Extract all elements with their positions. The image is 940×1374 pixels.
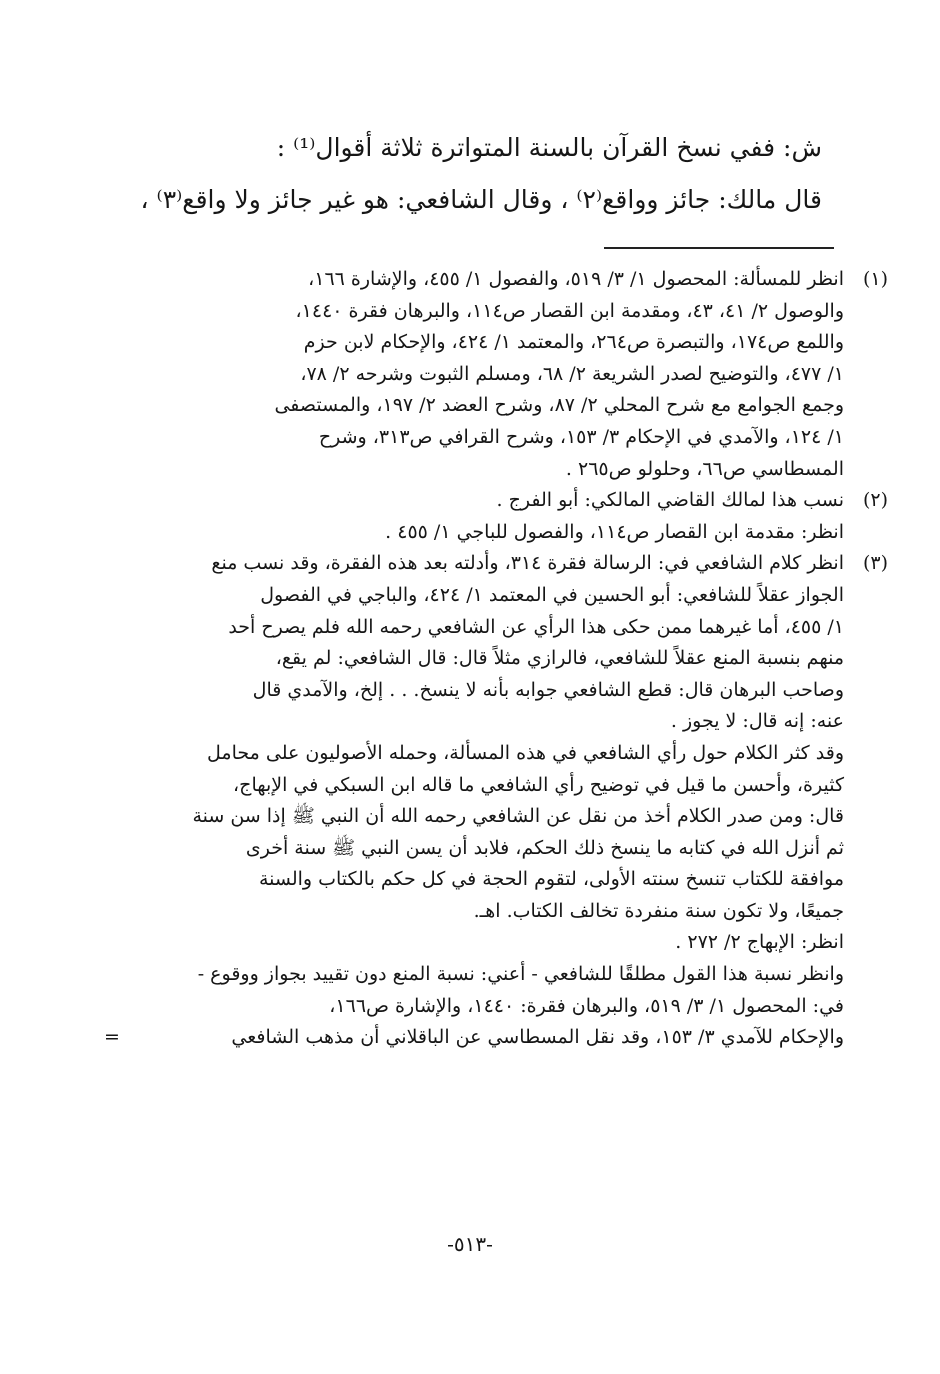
main-text-line: ش: ففي نسخ القرآن بالسنة المتواترة ثلاثة أقوال⁽¹⁾ : — [276, 133, 822, 162]
footnote-line: وصاحب البرهان قال: قطع الشافعي جوابه بأنه لا ينسخ. . . إلخ، والآمدي قال — [252, 678, 844, 701]
main-text-line: قال مالك: جائز وواقع⁽٢⁾ ، وقال الشافعي: هو غير جائز ولا واقع⁽٣⁾ ، — [140, 185, 822, 214]
footnote-number: (٣) — [862, 552, 888, 575]
footnote-line: منهم بنسبة المنع عقلاً للشافعي، فالرازي مثلاً قال: قال الشافعي: لم يقع، — [275, 647, 844, 670]
footnote-text: انظر للمسألة: المحصول ١/ ٣/ ٥١٩، والفصول ١/ ٤٥٥، والإشارة ١٦٦، — [308, 268, 844, 290]
footnote-line — [134, 485, 888, 517]
footnote-number: (٢) — [862, 489, 888, 512]
footnote-line: انظر: الإبهاج ٢/ ٢٧٢ . — [675, 931, 844, 954]
page-number: -٥١٣- — [447, 1232, 493, 1256]
footnote-number: (١) — [862, 268, 888, 290]
main-text — [122, 122, 822, 226]
footnote-text: نسب هذا لمالك القاضي المالكي: أبو الفرج . — [496, 489, 844, 512]
footnote-text: والإحكام للآمدي ٣/ ١٥٣، وقد نقل المسطاسي عن الباقلاني أن مذهب الشافعي — [231, 1026, 844, 1049]
continuation-mark: = — [104, 1026, 120, 1049]
footnotes — [104, 264, 888, 1054]
footnote-line: والوصول ٢/ ٤١، ٤٣، ومقدمة ابن القصار ص١١٤، والبرهان فقرة ١٤٤٠، — [295, 299, 844, 322]
footnote-line: ثم أنزل الله في كتابه ما ينسخ ذلك الحكم، فلابد أن يسن النبي ﷺ سنة أخرى — [245, 836, 844, 859]
footnote-line: الجواز عقلاً للشافعي: أبو الحسين في المعتمد ١/ ٤٢٤، والباجي في الفصول — [260, 583, 844, 606]
footnote-line — [134, 264, 888, 296]
footnote-separator — [604, 247, 834, 249]
footnote-line: عنه: إنه قال: لا يجوز . — [670, 710, 844, 733]
footnote-line: وقد كثر الكلام حول رأي الشافعي في هذه المسألة، وحمله الأصوليون على محامل — [207, 741, 844, 764]
footnote-line: انظر: مقدمة ابن القصار ص١١٤، والفصول للباجي ١/ ٤٥٥ . — [385, 520, 844, 543]
footnote-line: وجمع الجوامع مع شرح المحلي ٢/ ٨٧، وشرح العضد ٢/ ١٩٧، والمستصفى — [274, 394, 844, 417]
footnote-line — [104, 1022, 844, 1054]
footnote-line: ١/ ١٢٤، والآمدي في الإحكام ٣/ ١٥٣، وشرح القرافي ص٣١٣، وشرح — [318, 425, 844, 448]
footnote-line: كثيرة، وأحسن ما قيل في توضيح رأي الشافعي ما قاله ابن السبكي في الإبهاج، — [233, 773, 844, 796]
footnote-line: قال: ومن صدر الكلام أخذ من نقل عن الشافعي رحمه الله أن النبي ﷺ إذا سن سنة — [192, 805, 844, 828]
footnote-line: ١/ ٤٥٥، أما غيرهما ممن حكى هذا الرأي عن الشافعي رحمه الله فلم يصرح أحد — [228, 615, 844, 638]
footnote-line: جميعًا، ولا تكون سنة منفردة تخالف الكتاب. اهـ. — [473, 899, 844, 922]
footnote-line: في: المحصول ١/ ٣/ ٥١٩، والبرهان فقرة: ١٤٤٠، والإشارة ص١٦٦، — [329, 994, 844, 1017]
footnote-line: واللمع ص١٧٤، والتبصرة ص٢٦٤، والمعتمد ١/ ٤٢٤، والإحكام لابن حزم — [303, 331, 844, 354]
footnote-text: انظر كلام الشافعي في: الرسالة فقرة ٣١٤، وأدلته بعد هذه الفقرة، وقد نسب منع — [211, 552, 844, 575]
footnote-line: موافقة للكتاب تنسخ سنته الأولى، لتقوم الحجة في كل حكم بالكتاب والسنة — [258, 868, 844, 891]
footnote-line — [134, 548, 888, 580]
footnote-line: وانظر نسبة هذا القول مطلقًا للشافعي - أعني: نسبة المنع دون تقييد بجواز ووقوع - — [197, 963, 844, 986]
footnote-line: ١/ ٤٧٧، والتوضيح لصدر الشريعة ٢/ ٦٨، ومسلم الثبوت وشرحه ٢/ ٧٨، — [300, 362, 844, 385]
footnote-line: المسطاسي ص٦٦، وحلولو ص٢٦٥ . — [565, 457, 844, 480]
